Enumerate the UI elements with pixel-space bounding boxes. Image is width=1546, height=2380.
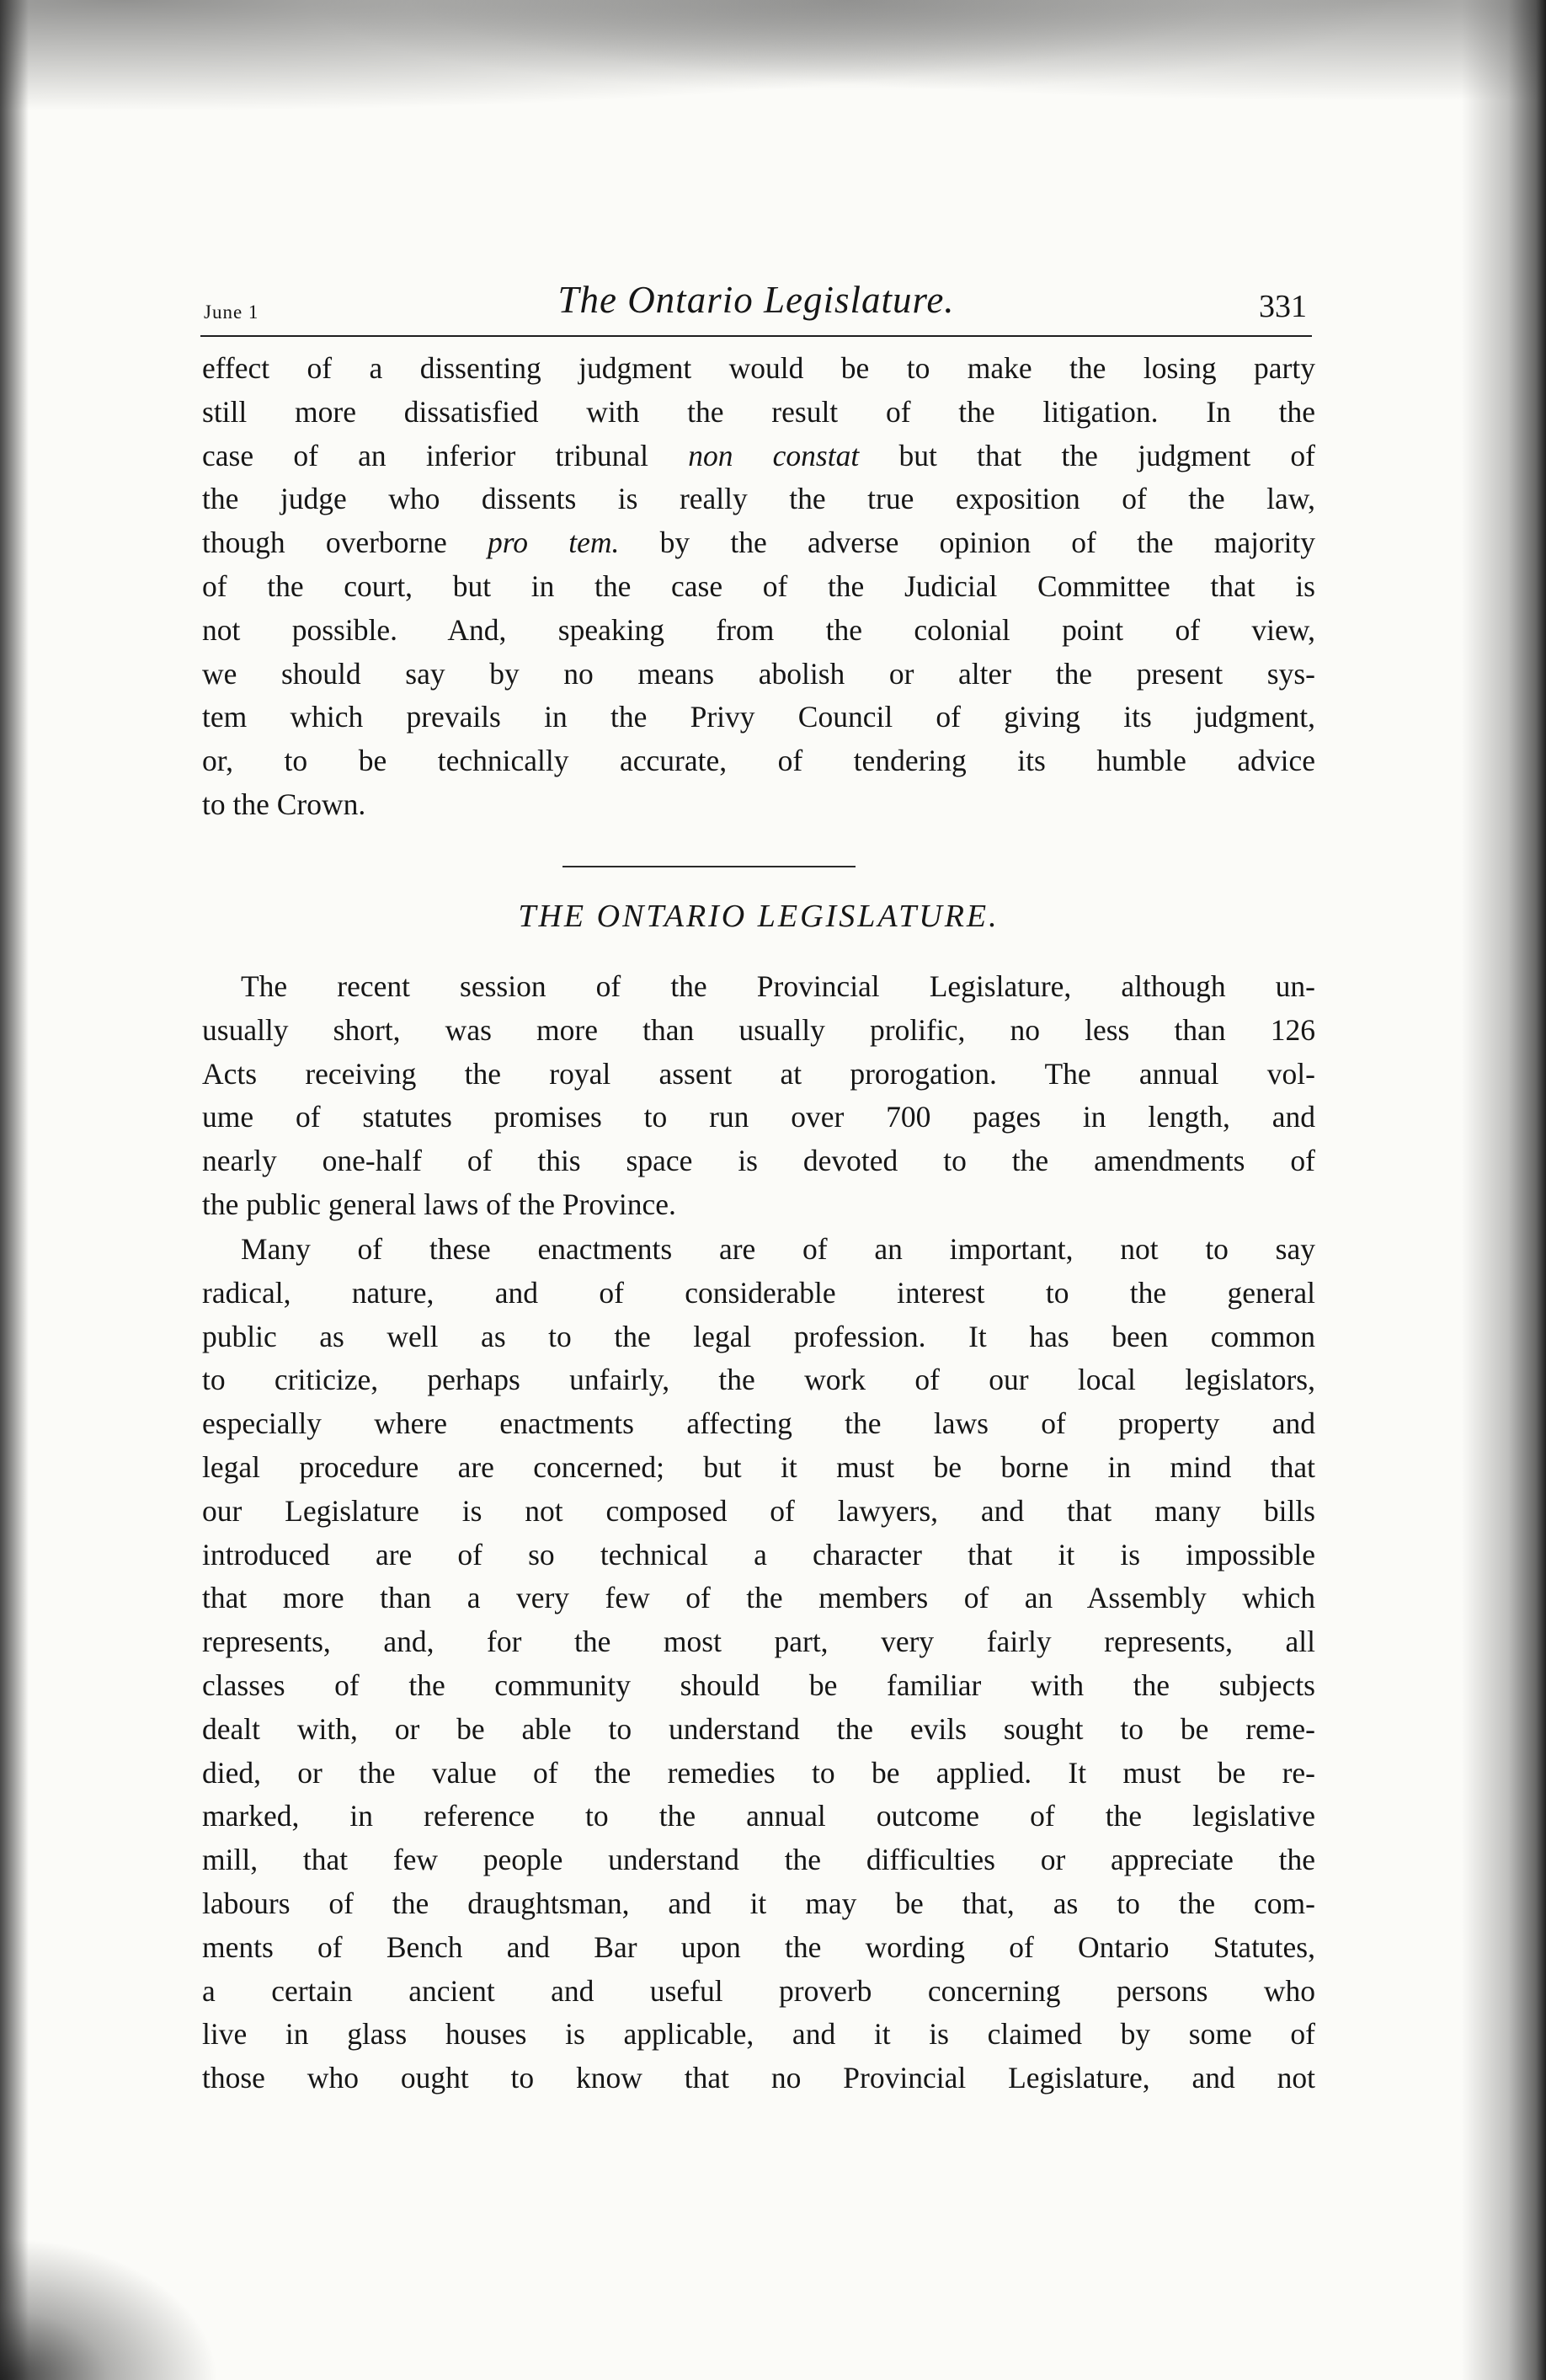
text-line: Many of these enactments are of an important, not to say xyxy=(241,1232,1315,1266)
text-line: mill, that few people understand the difficulties or appreciate the xyxy=(202,1843,1315,1877)
text-line: a certain ancient and useful proverb concerning persons who xyxy=(202,1973,1315,2008)
text-line: not possible. And, speaking from the colonial point of view, xyxy=(202,612,1315,647)
text-line: our Legislature is not composed of lawyers, and that many bills xyxy=(202,1493,1315,1528)
text-line: of the court, but in the case of the Judicial Committee that is xyxy=(202,568,1315,603)
text-line: especially where enactments affecting the laws of property and xyxy=(202,1406,1315,1441)
text-line: died, or the value of the remedies to be applied. It must be re- xyxy=(202,1755,1315,1790)
scan-shadow-top xyxy=(0,0,1546,143)
text-line: classes of the community should be familiar with the subjects xyxy=(202,1668,1315,1702)
text-line: The recent session of the Provincial Legislature, although un- xyxy=(241,969,1315,1003)
text-line: dealt with, or be able to understand the evils sought to be reme- xyxy=(202,1711,1315,1746)
text-line: to criticize, perhaps unfairly, the work of our local legislators, xyxy=(202,1363,1315,1397)
text-line: introduced are of so technical a character that it is impossible xyxy=(202,1537,1315,1572)
text-line: ments of Bench and Bar upon the wording of Ontario Statutes, xyxy=(202,1929,1315,1964)
paragraph xyxy=(202,965,1315,1227)
text-line: though overborne pro tem. by the adverse opinion of the majority xyxy=(202,526,1315,560)
text-line: live in glass houses is applicable, and it is claimed by some of xyxy=(202,2017,1315,2052)
text-line: or, to be technically accurate, of tendering its humble advice xyxy=(202,744,1315,778)
section-title: THE ONTARIO LEGISLATURE. xyxy=(518,899,1000,934)
text-line: that more than a very few of the members of an Assembly which xyxy=(202,1581,1315,1615)
text-line: marked, in reference to the annual outcome of the legislative xyxy=(202,1799,1315,1833)
continued-paragraph xyxy=(202,347,1315,827)
text-line: the judge who dissents is really the true exposition of the law, xyxy=(202,482,1315,516)
text-line: labours of the draughtsman, and it may be that, as to the com- xyxy=(202,1886,1315,1920)
running-header xyxy=(200,268,1312,337)
text-line: still more dissatisfied with the result of the litigation. In the xyxy=(202,394,1315,429)
text-line: radical, nature, and of considerable interest to the general xyxy=(202,1275,1315,1310)
running-date: June 1 xyxy=(204,302,259,323)
text-line: the public general laws of the Province. xyxy=(202,1187,676,1221)
italic-phrase: pro tem. xyxy=(488,526,620,560)
text-line: those who ought to know that no Provincial Legislature, and not xyxy=(202,2061,1315,2095)
text-line: case of an inferior tribunal non constat but that the judgment of xyxy=(202,438,1315,472)
text-line: public as well as to the legal profession. It has been common xyxy=(202,1319,1315,1353)
text-line: ume of statutes promises to run over 700 pages in length, and xyxy=(202,1100,1315,1134)
text-line: effect of a dissenting judgment would be to make the losing party xyxy=(202,351,1315,385)
text-line: tem which prevails in the Privy Council of giving its judgment, xyxy=(202,700,1315,734)
paragraph xyxy=(202,1228,1315,2100)
section-divider xyxy=(562,866,856,867)
italic-phrase: non constat xyxy=(688,438,860,472)
text-line: to the Crown. xyxy=(202,787,366,821)
running-title: The Ontario Legislature. xyxy=(557,279,955,321)
text-line: legal procedure are concerned; but it must be borne in mind that xyxy=(202,1449,1315,1484)
scan-shadow-left xyxy=(0,0,29,2380)
text-line: usually short, was more than usually prolific, no less than 126 xyxy=(202,1012,1315,1047)
text-line: nearly one-half of this space is devoted to the amendments of xyxy=(202,1144,1315,1178)
text-line: represents, and, for the most part, very fairly represents, all xyxy=(202,1625,1315,1659)
page-number: 331 xyxy=(1259,289,1307,324)
text-line: we should say by no means abolish or alter the present sys- xyxy=(202,656,1315,691)
text-line: Acts receiving the royal assent at prorogation. The annual vol- xyxy=(202,1056,1315,1091)
scan-shadow-bottom-left xyxy=(0,2237,219,2380)
scan-shadow-right xyxy=(1462,0,1546,2380)
